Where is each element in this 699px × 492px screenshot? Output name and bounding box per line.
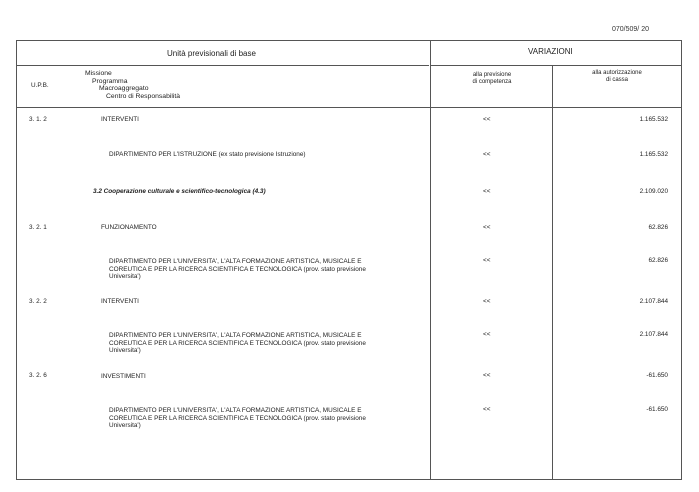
header-prev-line1: alla previsione <box>472 72 512 78</box>
row-desc-line: COREUTICA E PER LA RICERCA SCIENTIFICA E TECNOLOGICA (prov. stato previsione <box>109 339 366 347</box>
header-prev <box>437 72 547 86</box>
header-upb: U.P.B. <box>31 82 49 89</box>
divider-header-bottom <box>17 107 681 108</box>
row-cassa: 62.826 <box>648 257 668 264</box>
row-prev: << <box>483 372 491 379</box>
row-upb: 3. 2. 2 <box>29 298 47 305</box>
row-prev: << <box>483 151 491 158</box>
row-desc-line: COREUTICA E PER LA RICERCA SCIENTIFICA E TECNOLOGICA (prov. stato previsione <box>109 414 366 422</box>
row-upb: 3. 2. 1 <box>29 224 47 231</box>
header-hierarchy <box>85 70 180 100</box>
row-cassa: 2.107.844 <box>639 298 668 305</box>
header-prev-line2: di competenza <box>472 79 512 85</box>
row-desc-line: DIPARTIMENTO PER L'UNIVERSITA', L'ALTA FORMAZIONE ARTISTICA, MUSICALE E <box>109 332 362 339</box>
divider-cassa <box>552 65 553 479</box>
row-prev: << <box>483 331 491 338</box>
row-cassa: -61.650 <box>646 406 668 413</box>
row-cassa: 1.165.532 <box>639 116 668 123</box>
row-desc: FUNZIONAMENTO <box>101 224 157 231</box>
row-prev: << <box>483 224 491 231</box>
header-centro: Centro di Responsabilità <box>106 92 181 100</box>
row-cassa: 2.107.844 <box>639 331 668 338</box>
divider-header-left <box>17 65 429 66</box>
row-desc <box>109 332 366 355</box>
row-desc <box>109 407 366 430</box>
row-desc-line: Universita') <box>109 273 141 280</box>
divider-variazioni-sub <box>430 65 681 66</box>
row-cassa: 62.826 <box>648 224 668 231</box>
row-desc-line: DIPARTIMENTO PER L'UNIVERSITA', L'ALTA FORMAZIONE ARTISTICA, MUSICALE E <box>109 258 362 265</box>
row-desc-line: Universita') <box>109 422 141 429</box>
header-cassa <box>557 70 677 84</box>
row-prev: << <box>483 116 491 123</box>
header-programma: Programma <box>92 77 128 85</box>
row-desc-line: Universita') <box>109 347 141 354</box>
header-missione: Missione <box>85 70 112 77</box>
row-prev: << <box>483 257 491 264</box>
row-upb: 3. 2. 6 <box>29 372 47 379</box>
row-desc: INVESTIMENTI <box>101 373 146 380</box>
row-cassa: 2.109.020 <box>639 188 668 195</box>
header-cassa-line2: di cassa <box>605 77 628 83</box>
row-desc <box>109 258 366 281</box>
row-upb: 3. 1. 2 <box>29 116 47 123</box>
row-prev: << <box>483 406 491 413</box>
header-variazioni: VARIAZIONI <box>528 47 573 56</box>
row-cassa: 1.165.532 <box>639 151 668 158</box>
row-desc-line: COREUTICA E PER LA RICERCA SCIENTIFICA E TECNOLOGICA (prov. stato previsione <box>109 265 366 273</box>
row-prev: << <box>483 188 491 195</box>
row-desc-section: 3.2 Cooperazione culturale e scientifico-tecnologica (4.3) <box>93 188 266 195</box>
row-prev: << <box>483 298 491 305</box>
header-cassa-line1: alla autorizzazione <box>592 70 642 76</box>
header-unita: Unità previsionali di base <box>167 49 256 58</box>
row-desc: DIPARTIMENTO PER L'ISTRUZIONE (ex stato previsione Istruzione) <box>109 151 306 158</box>
page-code: 070/509/ 20 <box>612 26 649 33</box>
row-desc: INTERVENTI <box>101 298 139 305</box>
row-desc-line: DIPARTIMENTO PER L'UNIVERSITA', L'ALTA FORMAZIONE ARTISTICA, MUSICALE E <box>109 407 362 414</box>
budget-table <box>16 40 682 480</box>
row-desc: INTERVENTI <box>101 116 139 123</box>
header-macroaggregato: Macroaggregato <box>99 85 149 93</box>
row-cassa: -61.650 <box>646 372 668 379</box>
